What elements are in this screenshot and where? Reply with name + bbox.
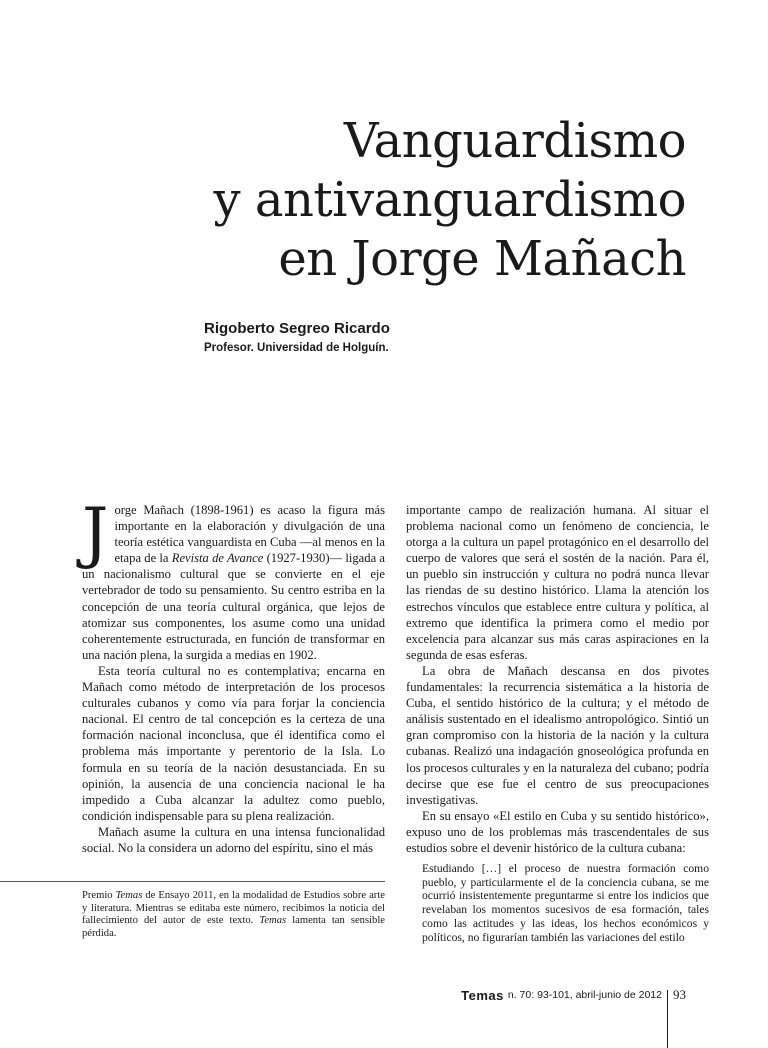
- paragraph: Mañach asume la cultura en una intensa funcionalidad social. No la considera un adorno del espíritu, sino el más: [82, 824, 385, 855]
- block-quote: [406, 862, 709, 944]
- paragraph: La obra de Mañach descansa en dos pivotes fundamentales: la recurrencia sistemática a la historia de Cuba, el sentido histórico de la cultura; y el método de análisis sustentado en el idealismo antropológico. Sintió un gran compromiso con la historia de la nación y la cultura cubanas. Realizó una indagación gnoseológica profunda en los procesos culturales y en la naturaleza del cubano; podría decirse que ese fue el centro de sus preocupaciones investigativas.: [406, 663, 709, 807]
- journal-reference: Temas: [259, 915, 287, 927]
- right-column: [406, 502, 709, 944]
- journal-reference: Temas: [115, 890, 143, 901]
- footer-divider: [667, 990, 668, 1048]
- author-affiliation: Profesor. Universidad de Holguín.: [204, 342, 389, 354]
- paragraph: En su ensayo «El estilo en Cuba y su sentido histórico», expuso uno de los problemas más trascendentales de sus estudios sobre el devenir histórico de la cultura cubana:: [406, 808, 709, 855]
- footnote-text: lamenta tan sensible pérdida.: [82, 915, 385, 939]
- paragraph: importante campo de realización humana. Al situar el problema nacional como un fenómeno de conciencia, le otorga a la cultura un papel protagónico en el desarrollo del cuerpo de valores que será el sostén de la nación. Para él, un pueblo sin instrucción y cultura no podrá nunca llevar las riendas de su destino histórico. Llama la atención los estrechos vínculos que establece entre cultura y política, al extremo que identifica la primera como el medio por excelencia para alcanzar sus más caras aspiraciones en la segunda de esas esferas.: [406, 503, 709, 662]
- footnote: [82, 890, 385, 940]
- page-footer: [461, 966, 686, 1024]
- paragraph: Esta teoría cultural no es contemplativa; encarna en Mañach como método de interpretación de los procesos culturales cubanos y como vía para forjar la conciencia nacional. El centro de tal concepción es la certeza de una formación nacional inconclusa, que él identifica como el problema más importante y perentorio de la Isla. Lo formula en su teoría de la nación desustanciada. En su opinión, la ausencia de una conciencia nacional le ha impedido a Cuba alcanzar la adultez como pueblo, condición indispensable para su plena realización.: [82, 663, 385, 823]
- journal-reference: Revista de Avance: [171, 551, 264, 566]
- article-title: [213, 112, 686, 289]
- footnote-text: Premio: [82, 890, 116, 901]
- left-column: [82, 494, 385, 856]
- page-number: 93: [673, 987, 686, 1002]
- title-line-2: y antivanguardismo: [213, 172, 686, 228]
- paragraph: [82, 494, 385, 663]
- title-line-3: en Jorge Mañach: [278, 231, 686, 287]
- footnote-divider: [0, 881, 385, 882]
- journal-logo: Temas: [461, 987, 504, 1003]
- paragraph-text: (1927-1930)— ligada a un nacionalismo cultural que se convierte en el eje vertebrador de todo su pensamiento. Su centro estriba en la concepción de una teoría cultural orgánica, que lejos de atomizar sus componentes, los asume como una unidad coherentemente estructurada, en función de transformar en una nación plena, la surgida a medias en 1902.: [82, 551, 385, 662]
- quote-text: Estudiando […] el proceso de nuestra formación como pueblo, y particularmente el de la conciencia cubana, se me ocurrió insistentemente preguntarme si entre los indicios que revelaban los momentos sucesivos de esa formación, tales como las actitudes y las ideas, los hechos económicos y políticos, no figurarían también las variaciones del estilo: [422, 862, 709, 944]
- footnote-text: de Ensayo 2011, en la modalidad de Estudios sobre arte y literatura. Mientras se editaba este número, recibimos la noticia del fallecimiento del autor de este texto.: [82, 890, 385, 927]
- title-line-1: Vanguardismo: [343, 113, 686, 169]
- author-name: Rigoberto Segreo Ricardo: [204, 320, 390, 337]
- paragraph-text: orge Mañach (1898-1961) es acaso la figura más importante en la elaboración y divulgación de una teoría estética vanguardista en Cuba —al menos en la etapa de la: [114, 503, 385, 566]
- drop-cap: J: [82, 494, 109, 571]
- issue-info: n. 70: 93-101, abril-junio de 2012: [507, 989, 662, 1001]
